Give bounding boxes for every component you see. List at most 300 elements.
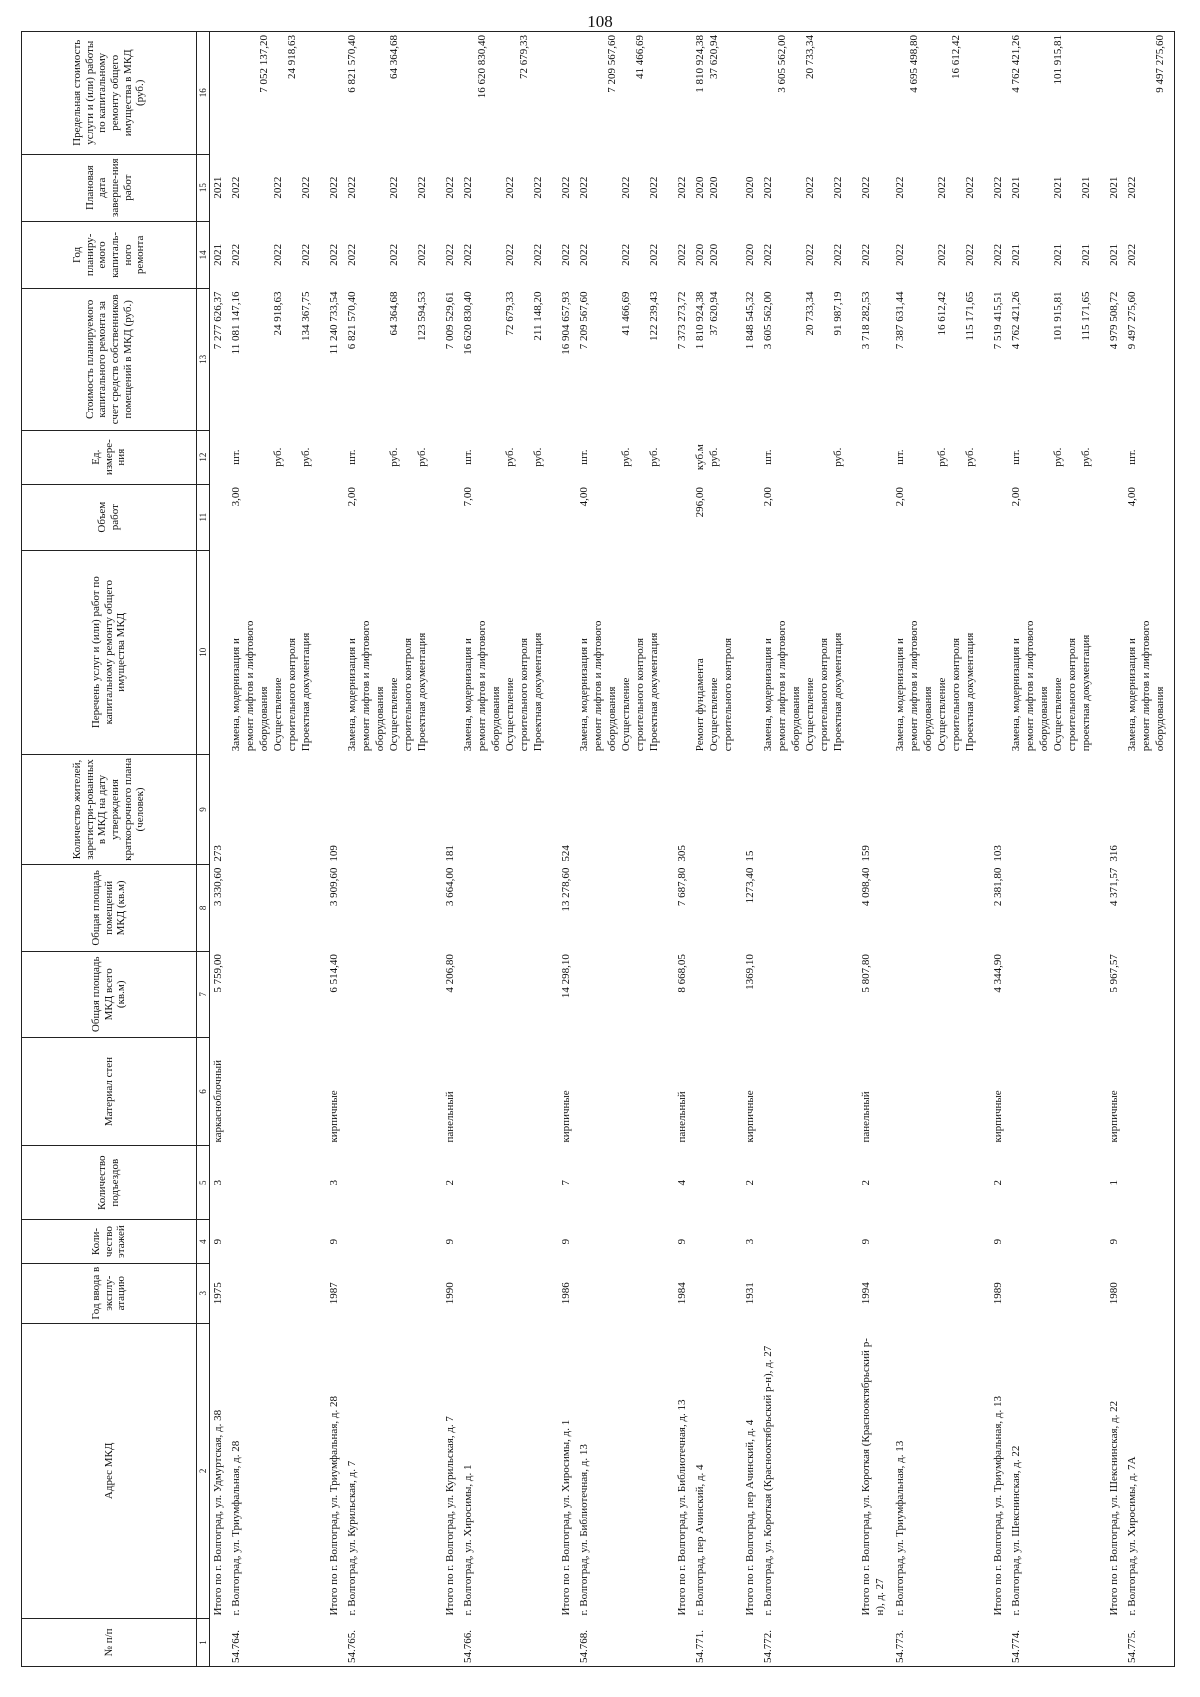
entrances-cell: 4 [675, 1180, 688, 1186]
premises-area-cell [760, 865, 858, 951]
completion-date-line: 2022 [462, 176, 475, 199]
limit-cost-cell [674, 32, 692, 155]
volume-cell [742, 484, 760, 550]
planned-year-line [1065, 224, 1079, 285]
cost-line [257, 292, 271, 428]
cost-line: 7 373 273,72 [675, 291, 688, 350]
address-line: Итого по г. Волгоград, ул. Курильская, д. 7 [443, 1416, 456, 1616]
address-cell [1008, 1323, 1106, 1618]
limit-cost-cell [990, 32, 1008, 155]
wall-material-cell [344, 1038, 442, 1146]
address-cell [210, 1323, 229, 1618]
works-line: Замена, модернизация и [1009, 638, 1022, 752]
planned-year-line [591, 224, 605, 285]
completion-date-cell [674, 154, 692, 221]
completion-date-line [285, 157, 299, 218]
column-header: Количество жителей, зарегистри-рованных в МКД на дату утверждения краткосрочного плана (человек) [22, 754, 197, 864]
limit-cost-line [893, 35, 907, 151]
row-number: 54.764. [228, 1618, 326, 1666]
residents-cell: 524 [559, 845, 572, 862]
floors-cell [892, 1220, 990, 1263]
limit-cost-cell [558, 32, 576, 155]
premises-area-cell: 13 278,60 [559, 867, 572, 912]
planned-year-cell [326, 221, 344, 288]
works-line: строительного контроля [634, 637, 647, 752]
planned-year-line: 2022 [832, 243, 845, 266]
residents-cell: 103 [991, 845, 1004, 862]
cost-line: 41 466,69 [620, 291, 633, 336]
unit-cell [558, 430, 576, 484]
cost-line: 1 810 924,38 [693, 291, 706, 350]
cost-line [285, 292, 299, 428]
works-cell [558, 550, 576, 754]
works-cell [344, 550, 442, 754]
limit-cost-line [415, 35, 429, 151]
limit-cost-cell [210, 32, 229, 155]
limit-cost-line [1125, 35, 1139, 151]
works-cell [1124, 550, 1175, 754]
column-header: № п/п [22, 1618, 197, 1666]
limit-cost-cell [892, 32, 990, 155]
works-line: оборудования [258, 686, 271, 752]
wall-material-cell [1124, 1038, 1175, 1146]
premises-area-cell: 3 909,60 [328, 867, 340, 907]
unit-cell [1008, 430, 1106, 484]
row-number [742, 1618, 760, 1666]
completion-date-line [359, 157, 373, 218]
cost-line: 101 915,81 [1051, 291, 1064, 341]
works-line: Осуществление [388, 677, 401, 752]
cost-line: 1 848 545,32 [743, 291, 756, 350]
works-line: строительного контроля [1065, 637, 1078, 752]
volume-line [619, 487, 633, 547]
address-cell [990, 1323, 1008, 1618]
floors-cell: 3 [743, 1238, 756, 1245]
residents-cell [228, 754, 326, 864]
wall-material-cell: кирпичные [559, 1090, 572, 1143]
address-line: Итого по г. Волгоград, ул. Триумфальная, д. 13 [991, 1396, 1004, 1616]
cost-line [873, 292, 887, 428]
entrances-cell [692, 1146, 742, 1220]
cost-cell [858, 289, 892, 431]
column-header: Год планиру-емого капиталь-ного ремонта [22, 221, 197, 288]
volume-line: 2,00 [893, 487, 906, 507]
limit-cost-cell [742, 32, 760, 155]
cost-cell [742, 289, 760, 431]
works-line: ремонт лифтов и лифтового [592, 620, 605, 752]
completion-date-line [817, 157, 831, 218]
unit-cell [326, 430, 344, 484]
planned-year-cell [344, 221, 442, 288]
planned-year-line: 2022 [648, 243, 661, 266]
completion-date-line [517, 157, 531, 218]
planned-year-cell [1124, 221, 1175, 288]
completion-date-cell [228, 154, 326, 221]
planned-year-cell [460, 221, 558, 288]
volume-cell [460, 484, 558, 550]
table-row [228, 32, 326, 1667]
column-number: 8 [197, 865, 210, 951]
address-line: г. Волгоград, ул. Курильская, д. 7 [346, 1460, 359, 1616]
volume-cell [760, 484, 858, 550]
cost-line: 11 081 147,16 [230, 291, 243, 355]
row-number [442, 1618, 460, 1666]
residents-cell: 273 [212, 845, 224, 862]
unit-line: руб. [388, 447, 401, 467]
planned-year-cell [892, 221, 990, 288]
unit-line [789, 433, 803, 481]
unit-line: руб. [707, 447, 720, 467]
limit-cost-line: 6 821 570,40 [346, 35, 359, 93]
cost-line: 11 240 733,54 [328, 291, 340, 355]
volume-line [949, 487, 963, 547]
limit-cost-line: 16 620 830,40 [476, 35, 489, 99]
cost-line [1139, 292, 1153, 428]
works-line: Осуществление [504, 677, 517, 752]
column-header: Общая площадь помещений МКД (кв.м) [22, 865, 197, 951]
volume-line [789, 487, 803, 547]
total-row [742, 32, 760, 1667]
floors-cell [228, 1220, 326, 1263]
works-line: строительного контроля [286, 637, 299, 752]
year-built-cell [460, 1263, 558, 1323]
total-area-cell [344, 951, 442, 1037]
cost-cell [674, 289, 692, 431]
completion-date-line: 2020 [693, 176, 706, 199]
residents-cell [344, 754, 442, 864]
works-line: Проектная документация [532, 632, 545, 752]
works-cell [674, 550, 692, 754]
cost-line: 64 364,68 [388, 291, 401, 336]
planned-year-line: 2022 [963, 243, 976, 266]
cost-line: 24 918,63 [272, 291, 285, 336]
completion-date-line: 2022 [832, 176, 845, 199]
limit-cost-line: 7 209 567,60 [606, 35, 619, 93]
volume-line [517, 487, 531, 547]
total-area-cell [1124, 951, 1175, 1037]
unit-cell [1124, 430, 1175, 484]
total-area-cell: 4 206,80 [443, 954, 456, 993]
column-number: 15 [197, 154, 210, 221]
entrances-cell: 2 [859, 1180, 872, 1186]
residents-cell [460, 754, 558, 864]
floors-cell: 9 [859, 1238, 872, 1245]
unit-cell [344, 430, 442, 484]
premises-area-cell: 3 330,60 [212, 867, 224, 907]
unit-line: руб. [963, 447, 976, 467]
premises-area-cell: 2 381,80 [991, 867, 1004, 907]
cost-line: 20 733,34 [804, 291, 817, 336]
total-area-cell: 14 298,10 [559, 954, 572, 999]
volume-line [633, 487, 647, 547]
row-number [858, 1618, 892, 1666]
address-line: Итого по г. Волгоград, ул. Шекснинская, д. 22 [1107, 1400, 1120, 1616]
premises-area-cell [344, 865, 442, 951]
volume-line [775, 487, 789, 547]
planned-year-line: 2022 [300, 243, 313, 266]
volume-line [647, 487, 661, 547]
planned-year-cell [558, 221, 576, 288]
planned-year-cell [692, 221, 742, 288]
wall-material-cell [892, 1038, 990, 1146]
cost-line: 211 148,20 [532, 291, 545, 341]
limit-cost-line [1065, 35, 1079, 151]
works-cell [990, 550, 1008, 754]
unit-line [359, 433, 373, 481]
works-line: оборудования [606, 686, 619, 752]
premises-area-cell: 4 371,57 [1107, 867, 1120, 907]
volume-line [503, 487, 517, 547]
row-number: 54.765. [344, 1618, 442, 1666]
unit-line: руб. [832, 447, 845, 467]
volume-cell [228, 484, 326, 550]
planned-year-line: 2021 [1079, 243, 1092, 266]
address-line: г. Волгоград, ул. Хиросимы, д. 1 [462, 1464, 475, 1616]
volume-line [707, 487, 721, 547]
column-number: 3 [197, 1263, 210, 1323]
unit-cell [460, 430, 558, 484]
address-cell [576, 1323, 674, 1618]
volume-line [373, 487, 387, 547]
volume-line [415, 487, 429, 547]
cost-line: 72 679,33 [504, 291, 517, 336]
works-line: оборудования [921, 686, 934, 752]
limit-cost-cell [442, 32, 460, 155]
unit-line: шт. [346, 449, 359, 465]
limit-cost-line [619, 35, 633, 151]
total-row [990, 32, 1008, 1667]
address-cell [460, 1323, 558, 1618]
volume-cell [326, 484, 344, 550]
column-header: Материал стен [22, 1038, 197, 1146]
capital-repair-plan-table [21, 31, 1175, 1667]
address-cell [1106, 1323, 1124, 1618]
table-row [1008, 32, 1106, 1667]
planned-year-line: 2022 [346, 243, 359, 266]
floors-cell: 9 [328, 1238, 340, 1245]
limit-cost-line [531, 35, 545, 151]
floors-cell: 9 [991, 1238, 1004, 1245]
planned-year-line: 2022 [272, 243, 285, 266]
wall-material-cell: кирпичные [328, 1090, 340, 1143]
unit-line [243, 433, 257, 481]
unit-line: шт. [1009, 449, 1022, 465]
limit-cost-line: 9 497 275,60 [1153, 35, 1166, 93]
unit-line [949, 433, 963, 481]
planned-year-line: 2022 [762, 243, 775, 266]
cost-cell [576, 289, 674, 431]
planned-year-line: 2022 [462, 243, 475, 266]
planned-year-line [949, 224, 963, 285]
volume-line [605, 487, 619, 547]
total-area-cell [692, 951, 742, 1037]
planned-year-line [873, 224, 887, 285]
planned-year-line: 2020 [743, 243, 756, 266]
completion-date-line [373, 157, 387, 218]
page-number: 108 [587, 12, 613, 31]
cost-line: 7 387 631,44 [893, 291, 906, 350]
limit-cost-line [461, 35, 475, 151]
unit-line [907, 433, 921, 481]
entrances-cell: 3 [212, 1180, 224, 1186]
limit-cost-line [271, 35, 285, 151]
volume-line: 2,00 [762, 487, 775, 507]
total-area-cell [1008, 951, 1106, 1037]
completion-date-line [1153, 157, 1167, 218]
completion-date-cell [1106, 154, 1124, 221]
works-cell [228, 550, 326, 754]
works-line: Замена, модернизация и [762, 638, 775, 752]
planned-year-cell [858, 221, 892, 288]
column-header: Год ввода в эксплу-атацию [22, 1263, 197, 1323]
total-area-cell: 4 344,90 [991, 954, 1004, 993]
works-cell [1008, 550, 1106, 754]
limit-cost-line: 24 918,63 [286, 35, 299, 79]
floors-cell [576, 1220, 674, 1263]
limit-cost-cell [858, 32, 892, 155]
planned-year-line [517, 224, 531, 285]
volume-line [803, 487, 817, 547]
address-line: г. Волгоград, ул. Шекснинская, д. 22 [1009, 1445, 1022, 1616]
works-line: Осуществление [1051, 677, 1064, 752]
unit-cell [442, 430, 460, 484]
residents-cell: 15 [743, 850, 756, 862]
column-number: 4 [197, 1220, 210, 1263]
address-cell [674, 1323, 692, 1618]
planned-year-line: 2022 [443, 243, 456, 266]
year-built-cell: 1990 [443, 1282, 456, 1305]
unit-line [401, 433, 415, 481]
cost-cell [760, 289, 858, 431]
unit-line [921, 433, 935, 481]
unit-cell [210, 430, 229, 484]
unit-line [257, 433, 271, 481]
unit-line: куб.м [693, 444, 706, 471]
row-number: 54.774. [1008, 1618, 1106, 1666]
year-built-cell [228, 1263, 326, 1323]
column-number: 13 [197, 289, 210, 431]
row-number: 54.771. [692, 1618, 742, 1666]
completion-date-cell [858, 154, 892, 221]
address-line: Итого по г. Волгоград, ул. Библиотечная, д. 13 [675, 1399, 688, 1616]
unit-cell [692, 430, 742, 484]
completion-date-line: 2022 [300, 176, 313, 199]
works-cell [576, 550, 674, 754]
column-header: Объем работ [22, 484, 197, 550]
works-line: Осуществление [272, 677, 285, 752]
works-line: ремонт лифтов и лифтового [1139, 620, 1152, 752]
residents-cell [760, 754, 858, 864]
unit-line [285, 433, 299, 481]
residents-cell: 109 [328, 845, 340, 862]
address-cell [228, 1323, 326, 1618]
planned-year-line: 2022 [559, 243, 572, 266]
address-line: Итого по г. Волгоград, ул. Триумфальная, д. 28 [328, 1396, 340, 1616]
table-row [760, 32, 858, 1667]
completion-date-line: 2021 [1051, 176, 1064, 199]
unit-line [1065, 433, 1079, 481]
planned-year-line [1037, 224, 1051, 285]
cost-line [475, 292, 489, 428]
column-header: Ед. измере-ния [22, 430, 197, 484]
completion-date-line [921, 157, 935, 218]
cost-line: 7 009 529,61 [443, 291, 456, 350]
works-line: оборудования [490, 686, 503, 752]
cost-line [921, 292, 935, 428]
unit-line [475, 433, 489, 481]
cost-cell [1008, 289, 1106, 431]
unit-line: руб. [416, 447, 429, 467]
address-line: Итого по г. Волгоград, ул. Короткая (Краснооктябрьский р- [859, 1338, 872, 1616]
address-line: г. Волгоград, ул. Триумфальная, д. 28 [230, 1440, 243, 1616]
limit-cost-line [831, 35, 845, 151]
planned-year-cell [990, 221, 1008, 288]
planned-year-line [373, 224, 387, 285]
works-line: Осуществление [935, 677, 948, 752]
entrances-cell: 2 [743, 1180, 756, 1186]
volume-line: 3,00 [230, 487, 243, 507]
total-row [558, 32, 576, 1667]
premises-area-cell: 7 687,80 [675, 867, 688, 907]
column-number: 10 [197, 550, 210, 754]
address-line: Итого по г. Волгоград, ул. Удмуртская, д. 38 [212, 1409, 224, 1616]
cost-line [789, 292, 803, 428]
volume-line [387, 487, 401, 547]
cost-line [401, 292, 415, 428]
planned-year-line [921, 224, 935, 285]
works-line: ремонт лифтов и лифтового [776, 620, 789, 752]
unit-cell [990, 430, 1008, 484]
unit-line: шт. [893, 449, 906, 465]
unit-line [633, 433, 647, 481]
limit-cost-line [1037, 35, 1051, 151]
works-line: Проектная документация [648, 632, 661, 752]
unit-line [605, 433, 619, 481]
completion-date-line: 2022 [230, 176, 243, 199]
column-number: 16 [197, 32, 210, 155]
unit-line [1139, 433, 1153, 481]
total-row [674, 32, 692, 1667]
volume-cell [892, 484, 990, 550]
cost-line: 16 620 830,40 [462, 291, 475, 355]
row-number [210, 1618, 229, 1666]
planned-year-line: 2022 [532, 243, 545, 266]
year-built-cell: 1989 [991, 1282, 1004, 1305]
works-cell [442, 550, 460, 754]
completion-date-line: 2022 [272, 176, 285, 199]
residents-cell: 316 [1107, 845, 1120, 862]
address-line: г. Волгоград, ул. Короткая (Краснооктябрьский р-н), д. 27 [762, 1345, 775, 1616]
works-line: строительного контроля [949, 637, 962, 752]
limit-cost-line [1023, 35, 1037, 151]
limit-cost-line: 41 466,69 [634, 35, 647, 79]
address-line: г. Волгоград, ул. Хиросимы, д. 7А [1125, 1456, 1138, 1616]
completion-date-line: 2022 [1125, 176, 1138, 199]
premises-area-cell: 4 098,40 [859, 867, 872, 907]
limit-cost-line [921, 35, 935, 151]
limit-cost-line: 4 762 421,26 [1009, 35, 1022, 93]
unit-cell [760, 430, 858, 484]
total-area-cell: 5 759,00 [212, 954, 224, 993]
table-row [344, 32, 442, 1667]
completion-date-line: 2022 [416, 176, 429, 199]
works-line: Осуществление [620, 677, 633, 752]
completion-date-cell [990, 154, 1008, 221]
volume-line [299, 487, 313, 547]
address-line: г. Волгоград, пер Ачинский, д. 4 [693, 1464, 706, 1616]
completion-date-line: 2022 [443, 176, 456, 199]
works-line: строительного контроля [402, 637, 415, 752]
